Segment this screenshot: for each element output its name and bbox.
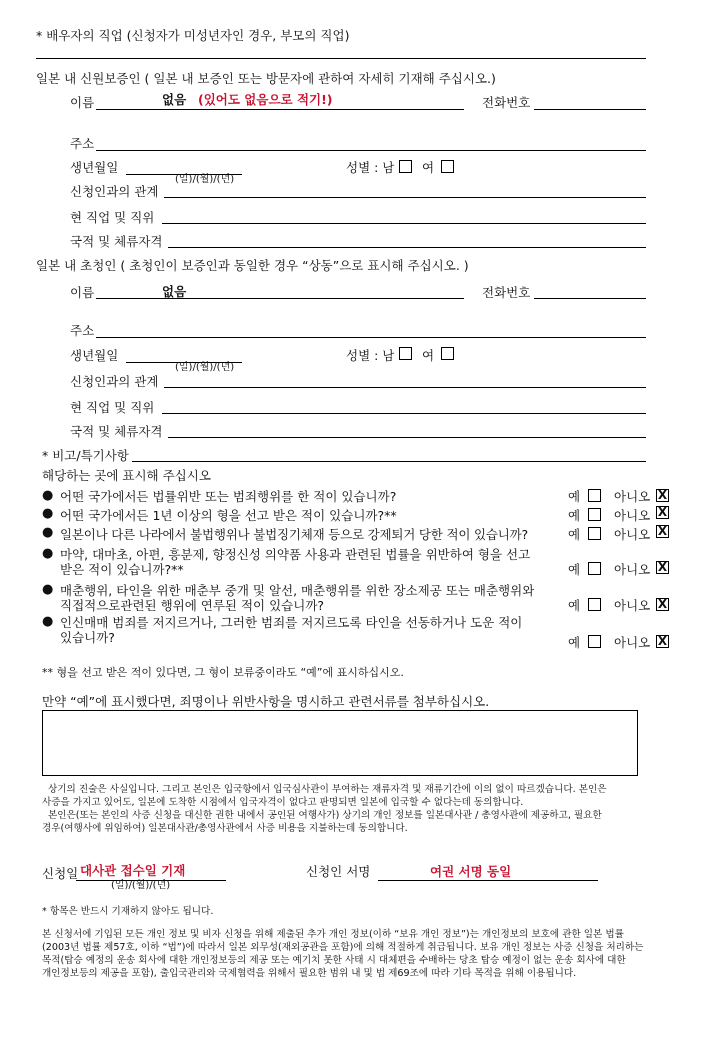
declaration-line-4: 경우(여행사에 위임하여) 일본대사관/총영사관에서 사증 비용을 지불하는데 동의합니다. xyxy=(42,823,408,834)
yes-checkbox[interactable] xyxy=(588,508,601,521)
yes-checkbox[interactable] xyxy=(588,635,601,648)
inviter-relation-field[interactable] xyxy=(164,387,646,388)
guarantor-job-label: 현 직업 및 직위 xyxy=(70,210,155,225)
no-checkbox-checked[interactable]: X xyxy=(657,634,668,648)
no-checkbox-checked[interactable]: X xyxy=(657,505,668,519)
inviter-sex-male-checkbox[interactable] xyxy=(399,347,412,360)
guarantor-job-field[interactable] xyxy=(162,223,646,224)
inviter-address-label: 주소 xyxy=(70,323,95,338)
bullet-icon: ● xyxy=(42,582,54,597)
inviter-job-field[interactable] xyxy=(162,413,646,414)
bullet-icon: ● xyxy=(42,488,54,503)
bullet-icon: ● xyxy=(42,614,54,629)
inviter-relation-label: 신청인과의 관계 xyxy=(70,374,159,389)
guarantor-address-field[interactable] xyxy=(96,150,646,151)
signature-value: 여권 서명 동일 xyxy=(430,864,512,879)
guarantor-name-label: 이름 xyxy=(70,95,95,110)
no-label: 아니오 xyxy=(614,562,651,577)
inviter-sex-female-checkbox[interactable] xyxy=(441,347,454,360)
spouse-job-label: * 배우자의 직업 (신청자가 미성년자인 경우, 부모의 직업) xyxy=(36,28,350,43)
spouse-job-field[interactable] xyxy=(36,58,646,59)
privacy-line-1: 본 신청서에 기입된 모든 개인 정보 및 비자 신청을 위해 제출된 추가 개인 정보(이하 “보유 개인 정보”)는 개인정보의 보호에 관한 일본 법률 xyxy=(42,929,624,940)
inviter-name-field[interactable] xyxy=(96,298,464,299)
guarantor-nationality-label: 국적 및 체류자격 xyxy=(70,234,163,249)
remarks-label: * 비고/특기사항 xyxy=(42,448,129,463)
remarks-instruction: 해당하는 곳에 표시해 주십시오 xyxy=(42,468,211,483)
inviter-dob-format: (일)/(월)/(년) xyxy=(175,362,235,373)
yes-label: 예 xyxy=(568,598,581,613)
guarantor-phone-label: 전화번호 xyxy=(482,95,531,110)
guarantor-address-label: 주소 xyxy=(70,136,95,151)
inviter-nationality-label: 국적 및 체류자격 xyxy=(70,424,163,439)
question-text: 일본이나 다른 나라에서 불법행위나 불법징기체재 등으로 강제퇴거 당한 적이 있습니까? xyxy=(60,527,528,542)
inviter-name-value: 없음 xyxy=(162,284,187,299)
bullet-icon: ● xyxy=(42,546,54,561)
guarantor-relation-label: 신청인과의 관계 xyxy=(70,184,159,199)
optional-fields-note: * 항목은 반드시 기재하지 않아도 됩니다. xyxy=(42,906,214,917)
bullet-icon: ● xyxy=(42,525,54,540)
yes-label: 예 xyxy=(568,635,581,650)
no-label: 아니오 xyxy=(614,527,651,542)
question-text-line-1: 인신매매 범죄를 저지르거나, 그러한 범죄를 저지르도록 타인을 선동하거나 도운 적이 xyxy=(60,615,523,630)
bullet-icon: ● xyxy=(42,506,54,521)
declaration-line-3: 본인은(또는 본인의 사증 신청을 대신한 권한 내에서 공인된 여행사가) 상기의 개인 정보를 일본대사관 / 총영사관에 제공하고, 필요한 xyxy=(48,810,602,821)
inviter-nationality-field[interactable] xyxy=(168,437,646,438)
guarantor-nationality-field[interactable] xyxy=(168,247,646,248)
guarantor-phone-field[interactable] xyxy=(534,109,646,110)
signature-label: 신청인 서명 xyxy=(306,864,371,879)
inviter-phone-label: 전화번호 xyxy=(482,285,531,300)
inviter-job-label: 현 직업 및 직위 xyxy=(70,400,155,415)
yes-checkbox[interactable] xyxy=(588,562,601,575)
guarantor-sex-label: 성별 : 남 xyxy=(346,160,395,175)
no-label: 아니오 xyxy=(614,489,651,504)
question-text-line-2: 받은 적이 있습니까?** xyxy=(60,562,184,577)
inviter-address-field[interactable] xyxy=(96,337,646,338)
guarantor-name-field[interactable] xyxy=(96,109,464,110)
question-text-line-2: 있습니까? xyxy=(60,630,115,645)
inviter-phone-field[interactable] xyxy=(534,298,646,299)
question-text-line-1: 마약, 대마초, 아편, 흥분제, 향정신성 의약품 사용과 관련된 법률을 위반하여 형을 선고 xyxy=(60,547,531,562)
privacy-line-4: 개인정보등의 제공을 포함), 출입국관리와 국제협력을 위해서 필요한 범위 내 및 법 제69조에 따라 기타 목적을 위해 이용됩니다. xyxy=(42,968,577,979)
no-checkbox-checked[interactable]: X xyxy=(657,597,668,611)
guarantor-name-note: (있어도 없음으로 적기!) xyxy=(198,92,333,107)
privacy-line-2: (2003년 법률 제57호, 이하 “법”)에 따라서 일본 외무성(재외공관을 포함)에 의해 적절하게 취급됩니다. 보유 개인 정보는 사증 신청을 처리하는 xyxy=(42,942,644,953)
inviter-name-label: 이름 xyxy=(70,285,95,300)
guarantor-sex-male-checkbox[interactable] xyxy=(399,160,412,173)
yes-checkbox[interactable] xyxy=(588,527,601,540)
application-date-label: 신청일 xyxy=(42,866,79,881)
no-label: 아니오 xyxy=(614,508,651,523)
declaration-line-1: 상기의 진술은 사실입니다. 그리고 본인은 입국항에서 입국심사관이 부여하는 재류자격 및 재류기간에 이의 없이 따르겠습니다. 본인은 xyxy=(48,784,607,795)
guarantor-name-value: 없음 xyxy=(162,92,187,107)
yes-label: 예 xyxy=(568,527,581,542)
question-text: 어떤 국가에서든 1년 이상의 형을 선고 받은 적이 있습니까?** xyxy=(60,508,397,523)
yes-checkbox[interactable] xyxy=(588,489,601,502)
yes-checkbox[interactable] xyxy=(588,598,601,611)
question-text-line-1: 매춘행위, 타인을 위한 매춘부 중개 및 알선, 매춘행위를 위한 장소제공 또는 매춘행위와 xyxy=(60,583,535,598)
guarantor-section-title: 일본 내 신원보증인 ( 일본 내 보증인 또는 방문자에 관하여 자세히 기재해 주십시오.) xyxy=(36,71,496,86)
yes-label: 예 xyxy=(568,562,581,577)
yes-label: 예 xyxy=(568,489,581,504)
no-checkbox-checked[interactable]: X xyxy=(657,560,668,574)
if-yes-instruction: 만약 “예”에 표시했다면, 죄명이나 위반사항을 명시하고 관련서류를 첨부하십시오. xyxy=(42,694,490,709)
question-text: 어떤 국가에서든 법률위반 또는 범죄행위를 한 적이 있습니까? xyxy=(60,489,397,504)
yes-label: 예 xyxy=(568,508,581,523)
inviter-dob-label: 생년월일 xyxy=(70,348,119,363)
privacy-line-3: 목적(탑승 예정의 운송 회사에 대한 개인정보등의 제공 또는 예기치 못한 사태 시 대체편을 수배하는 당초 탑승 예정이 없는 운송 회사에 대한 xyxy=(42,955,626,966)
violation-details-box[interactable] xyxy=(42,710,638,776)
guarantor-sex-female-label: 여 xyxy=(422,160,435,175)
footnote: ** 형을 선고 받은 적이 있다면, 그 형이 보류중이라도 “예”에 표시하십시오. xyxy=(42,666,404,679)
inviter-sex-label: 성별 : 남 xyxy=(346,348,395,363)
declaration-line-2: 사증을 가지고 있어도, 일본에 도착한 시점에서 입국자격이 없다고 판명되면 일본에 입국할 수 없다는데 동의합니다. xyxy=(42,797,524,808)
inviter-section-title: 일본 내 초청인 ( 초청인이 보증인과 동일한 경우 “상동”으로 표시해 주십시오. ) xyxy=(36,258,469,273)
no-label: 아니오 xyxy=(614,598,651,613)
application-date-value: 대사관 접수일 기재 xyxy=(80,863,186,878)
guarantor-sex-female-checkbox[interactable] xyxy=(441,160,454,173)
guarantor-dob-label: 생년월일 xyxy=(70,160,119,175)
no-checkbox-checked[interactable]: X xyxy=(657,524,668,538)
question-text-line-2: 직접적으로관련된 행위에 연루된 적이 있습니까? xyxy=(60,598,325,613)
application-date-format: (일)/(월)/(년) xyxy=(111,880,171,891)
no-label: 아니오 xyxy=(614,635,651,650)
inviter-sex-female-label: 여 xyxy=(422,348,435,363)
no-checkbox-checked[interactable]: X xyxy=(657,488,668,502)
guarantor-relation-field[interactable] xyxy=(164,197,646,198)
signature-field[interactable] xyxy=(378,880,598,881)
guarantor-dob-format: (일)/(월)/(년) xyxy=(175,174,235,185)
remarks-field[interactable] xyxy=(132,461,646,462)
